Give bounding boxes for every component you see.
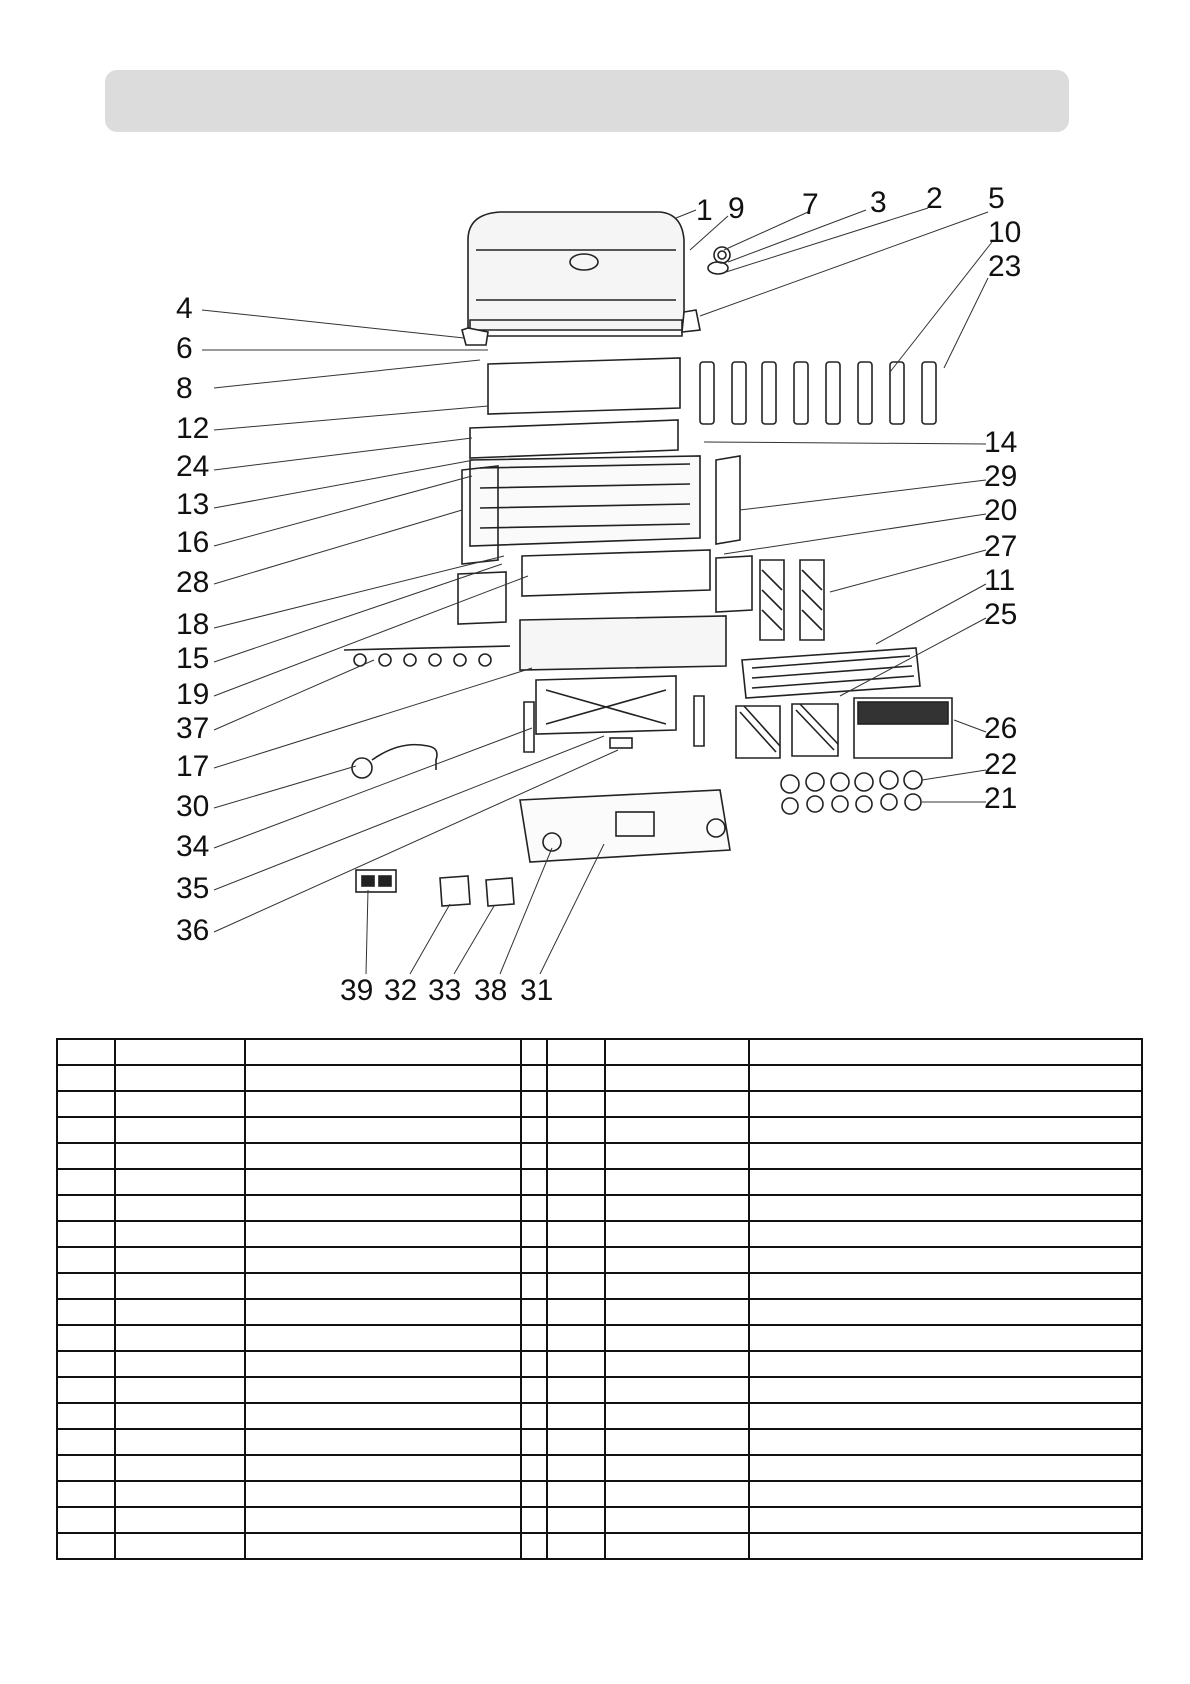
callout-label: 17 [176,750,210,783]
table-cell [521,1403,547,1429]
table-cell [547,1039,605,1065]
table-cell [115,1429,245,1455]
table-cell [547,1091,605,1117]
table-cell [749,1429,1142,1455]
table-row [57,1481,1142,1507]
table-cell [749,1533,1142,1559]
table-cell [547,1533,605,1559]
table-cell [547,1065,605,1091]
callout-label: 27 [984,530,1018,563]
table-cell [605,1117,749,1143]
table-cell [605,1403,749,1429]
callout-label: 5 [988,182,1005,215]
table-cell [245,1351,521,1377]
table-cell [605,1091,749,1117]
parts-list-table [56,1038,1143,1560]
table-cell [547,1455,605,1481]
table-cell [749,1091,1142,1117]
table-cell [749,1377,1142,1403]
callout-label: 23 [988,250,1022,283]
table-cell [245,1455,521,1481]
callout-label: 25 [984,598,1018,631]
table-cell [547,1299,605,1325]
callout-label: 19 [176,678,210,711]
table-cell [521,1455,547,1481]
table-cell [521,1221,547,1247]
table-row [57,1117,1142,1143]
table-cell [749,1325,1142,1351]
table-cell [57,1429,115,1455]
table-cell [521,1299,547,1325]
table-cell [245,1481,521,1507]
table-cell [57,1221,115,1247]
table-cell [245,1143,521,1169]
table-cell [605,1351,749,1377]
table-cell [115,1169,245,1195]
table-cell [749,1247,1142,1273]
table-cell [245,1403,521,1429]
callout-label: 24 [176,450,210,483]
table-cell [521,1039,547,1065]
table-cell [245,1429,521,1455]
table-cell [115,1247,245,1273]
callout-label: 10 [988,216,1022,249]
table-cell [115,1195,245,1221]
callout-label: 16 [176,526,210,559]
table-cell [57,1091,115,1117]
table-cell [547,1403,605,1429]
table-cell [115,1299,245,1325]
table-cell [547,1273,605,1299]
callout-label: 20 [984,494,1018,527]
table-cell [115,1507,245,1533]
table-cell [749,1117,1142,1143]
table-row [57,1091,1142,1117]
callout-label: 12 [176,412,210,445]
callout-label: 4 [176,292,193,325]
table-cell [245,1091,521,1117]
table-row [57,1403,1142,1429]
table-cell [57,1481,115,1507]
table-cell [749,1273,1142,1299]
table-cell [245,1195,521,1221]
table-cell [245,1247,521,1273]
table-cell [521,1429,547,1455]
callout-label: 29 [984,460,1018,493]
table-cell [57,1143,115,1169]
table-cell [57,1455,115,1481]
table-cell [245,1325,521,1351]
table-cell [605,1299,749,1325]
table-cell [547,1247,605,1273]
table-cell [521,1143,547,1169]
table-cell [521,1533,547,1559]
table-cell [749,1403,1142,1429]
table-cell [57,1273,115,1299]
table-cell [115,1117,245,1143]
table-cell [605,1273,749,1299]
table-cell [115,1039,245,1065]
table-cell [115,1091,245,1117]
table-row [57,1195,1142,1221]
table-cell [521,1377,547,1403]
table-cell [605,1507,749,1533]
table-cell [547,1351,605,1377]
table-cell [57,1403,115,1429]
table-cell [521,1351,547,1377]
callout-label: 22 [984,748,1018,781]
table-cell [115,1377,245,1403]
callout-label: 14 [984,426,1018,459]
table-cell [57,1065,115,1091]
table-row [57,1325,1142,1351]
table-cell [749,1507,1142,1533]
table-cell [115,1143,245,1169]
table-cell [547,1117,605,1143]
table-row [57,1299,1142,1325]
table-cell [749,1169,1142,1195]
callout-label: 6 [176,332,193,365]
table-cell [749,1195,1142,1221]
callout-label: 39 [340,974,374,1007]
callout-label: 32 [384,974,418,1007]
table-cell [57,1195,115,1221]
table-cell [547,1481,605,1507]
table-cell [115,1351,245,1377]
callout-label: 7 [802,188,819,221]
callout-label: 8 [176,372,193,405]
table-cell [605,1143,749,1169]
table-cell [57,1325,115,1351]
table-cell [521,1273,547,1299]
table-cell [521,1247,547,1273]
table-cell [521,1481,547,1507]
callout-label: 36 [176,914,210,947]
table-cell [57,1507,115,1533]
table-cell [115,1325,245,1351]
table-cell [547,1143,605,1169]
table-cell [605,1455,749,1481]
callout-label: 9 [728,192,745,225]
table-cell [547,1429,605,1455]
callout-label: 30 [176,790,210,823]
table-cell [605,1481,749,1507]
table-cell [521,1169,547,1195]
callout-label: 33 [428,974,462,1007]
table-cell [749,1039,1142,1065]
table-cell [245,1273,521,1299]
table-row [57,1247,1142,1273]
table-cell [521,1507,547,1533]
parts-list-body [57,1039,1142,1559]
table-cell [521,1065,547,1091]
table-cell [547,1195,605,1221]
callout-label: 35 [176,872,210,905]
table-cell [605,1325,749,1351]
table-cell [749,1481,1142,1507]
table-cell [547,1221,605,1247]
table-cell [115,1273,245,1299]
table-cell [605,1221,749,1247]
table-cell [605,1039,749,1065]
table-row [57,1039,1142,1065]
table-row [57,1455,1142,1481]
callout-label: 26 [984,712,1018,745]
callout-label: 28 [176,566,210,599]
callout-label: 1 [696,194,713,227]
table-row [57,1169,1142,1195]
table-cell [245,1221,521,1247]
table-cell [245,1377,521,1403]
table-cell [245,1117,521,1143]
table-cell [245,1507,521,1533]
table-cell [605,1533,749,1559]
callout-label: 31 [520,974,554,1007]
table-cell [115,1065,245,1091]
table-cell [605,1169,749,1195]
table-cell [245,1039,521,1065]
table-cell [57,1117,115,1143]
table-cell [521,1325,547,1351]
callout-label: 34 [176,830,210,863]
table-cell [547,1325,605,1351]
table-cell [245,1299,521,1325]
table-cell [605,1195,749,1221]
table-row [57,1507,1142,1533]
table-cell [605,1429,749,1455]
table-cell [115,1221,245,1247]
table-cell [115,1533,245,1559]
table-cell [521,1117,547,1143]
table-row [57,1351,1142,1377]
table-cell [245,1533,521,1559]
table-row [57,1273,1142,1299]
table-cell [245,1065,521,1091]
table-cell [115,1455,245,1481]
table-cell [57,1039,115,1065]
callout-label: 38 [474,974,508,1007]
table-cell [57,1533,115,1559]
table-cell [605,1065,749,1091]
callout-label: 21 [984,782,1018,815]
table-cell [749,1455,1142,1481]
table-cell [547,1169,605,1195]
table-cell [57,1169,115,1195]
table-cell [57,1247,115,1273]
table-cell [57,1377,115,1403]
callout-label: 15 [176,642,210,675]
table-row [57,1377,1142,1403]
callout-label: 18 [176,608,210,641]
table-row [57,1221,1142,1247]
table-cell [749,1299,1142,1325]
callout-label: 11 [984,564,1016,597]
table-cell [115,1481,245,1507]
table-cell [57,1351,115,1377]
callout-label: 13 [176,488,210,521]
callout-label: 37 [176,712,210,745]
table-cell [521,1091,547,1117]
table-cell [749,1143,1142,1169]
table-row [57,1065,1142,1091]
table-cell [57,1299,115,1325]
table-cell [749,1065,1142,1091]
table-row [57,1429,1142,1455]
table-cell [749,1351,1142,1377]
table-row [57,1143,1142,1169]
table-cell [115,1403,245,1429]
table-cell [547,1377,605,1403]
table-cell [749,1221,1142,1247]
callout-label: 3 [870,186,887,219]
table-cell [605,1377,749,1403]
table-cell [605,1247,749,1273]
table-row [57,1533,1142,1559]
table-cell [547,1507,605,1533]
table-cell [245,1169,521,1195]
table-cell [521,1195,547,1221]
callout-label: 2 [926,182,943,215]
